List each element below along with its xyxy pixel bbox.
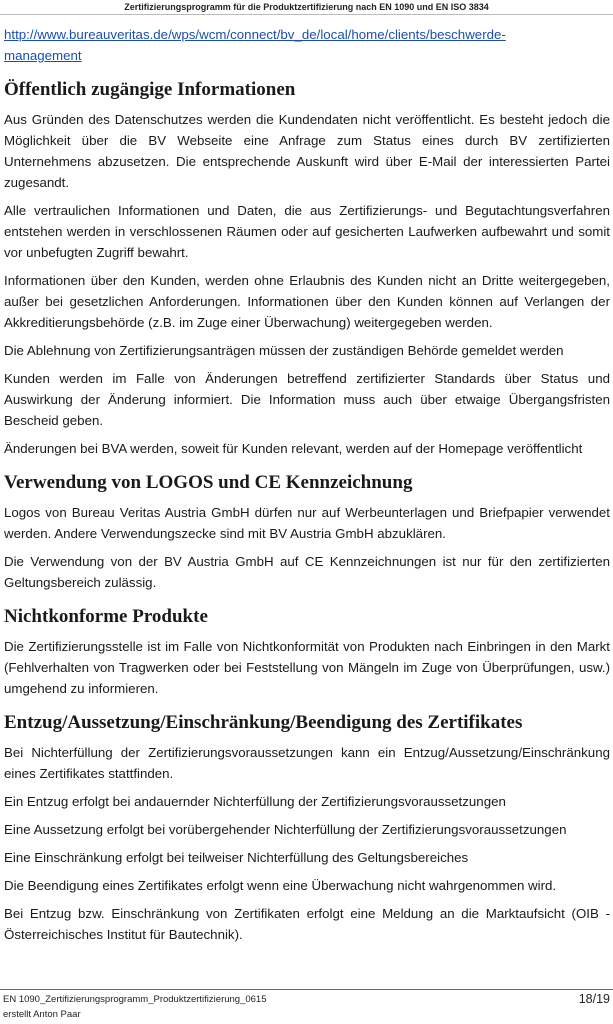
link-line-2[interactable]: management bbox=[4, 48, 82, 63]
paragraph: Die Verwendung von der BV Austria GmbH auf CE Kennzeichnungen ist nur für den zertifizierten Geltungsbereich zulässig. bbox=[4, 554, 610, 590]
paragraph: Die Beendigung eines Zertifikates erfolgt wenn eine Überwachung nicht wahrgenommen wird. bbox=[4, 878, 557, 893]
page-number: 18/19 bbox=[578, 992, 610, 1006]
paragraph: Eine Aussetzung erfolgt bei vorübergehender Nichterfüllung der Zertifizierungsvoraussetzungen bbox=[4, 822, 567, 837]
running-header: Zertifizierungsprogramm für die Produktzertifizierung nach EN 1090 und EN ISO 3834 bbox=[124, 2, 489, 12]
link-line-1[interactable]: http://www.bureauveritas.de/wps/wcm/connect/bv_de/local/home/clients/beschwerde- bbox=[4, 27, 506, 42]
paragraph: Änderungen bei BVA werden, soweit für Kunden relevant, werden auf der Homepage veröffentlicht bbox=[4, 441, 583, 456]
heading-public-info: Öffentlich zugängige Informationen bbox=[4, 79, 296, 100]
paragraph: Die Ablehnung von Zertifizierungsanträgen müssen der zuständigen Behörde gemeldet werden bbox=[4, 343, 564, 358]
heading-certificate-withdrawal: Entzug/Aussetzung/Einschränkung/Beendigung des Zertifikates bbox=[4, 712, 523, 733]
paragraph: Bei Entzug bzw. Einschränkung von Zertifikaten erfolgt eine Meldung an die Marktaufsicht (OIB - Österreichisches Institut für Bautechnik). bbox=[4, 906, 610, 942]
paragraph: Logos von Bureau Veritas Austria GmbH dürfen nur auf Werbeunterlagen und Briefpapier verwendet werden. Andere Verwendungszecke sind mit BV Austria GmbH abzuklären. bbox=[4, 505, 610, 541]
paragraph: Die Zertifizierungsstelle ist im Falle von Nichtkonformität von Produkten nach Einbringen in den Markt (Fehlverhalten von Tragwerken oder bei Feststellung von Mängeln im Zuge von Überprüfungen, usw.) umgehend zu informieren. bbox=[4, 639, 610, 696]
paragraph: Ein Entzug erfolgt bei andauernder Nichterfüllung der Zertifizierungsvoraussetzungen bbox=[4, 794, 506, 809]
paragraph: Bei Nichterfüllung der Zertifizierungsvoraussetzungen kann ein Entzug/Aussetzung/Einschränkung eines Zertifikates stattfinden. bbox=[4, 745, 610, 781]
heading-logos-ce: Verwendung von LOGOS und CE Kennzeichnung bbox=[4, 472, 413, 493]
header-divider bbox=[0, 14, 613, 15]
footer-divider bbox=[0, 989, 613, 990]
paragraph: Eine Einschränkung erfolgt bei teilweiser Nichterfüllung des Geltungsbereiches bbox=[4, 850, 469, 865]
beschwerde-link[interactable] bbox=[4, 27, 506, 63]
page-content bbox=[4, 24, 610, 945]
paragraph: Informationen über den Kunden, werden ohne Erlaubnis des Kunden nicht an Dritte weitergegeben, außer bei gesetzlichen Anforderungen. Informationen über den Kunden können auf Verlangen der Akkreditierungsbehörde (z.B. im Zuge einer Überwachung) weitergegeben werden. bbox=[4, 273, 610, 330]
footer-doc-id: EN 1090_Zertifizierungsprogramm_Produktzertifizierung_0615 bbox=[3, 994, 267, 1005]
footer-author: erstellt Anton Paar bbox=[3, 1009, 81, 1020]
heading-nonconforming-products: Nichtkonforme Produkte bbox=[4, 606, 208, 627]
paragraph: Alle vertraulichen Informationen und Daten, die aus Zertifizierungs- und Begutachtungsverfahren entstehen werden in verschlossenen Räumen oder auf gesicherten Laufwerken aufbewahrt und somit vor unbefugten Zugriff bewahrt. bbox=[4, 203, 610, 260]
paragraph: Aus Gründen des Datenschutzes werden die Kundendaten nicht veröffentlicht. Es besteht jedoch die Möglichkeit über die BV Webseite eine Anfrage zum Status eines durch BV zertifizierten Unternehmens abzusetzen. Die entsprechende Auskunft wird über E-Mail der interessierten Partei zugesandt. bbox=[4, 112, 610, 190]
link-paragraph bbox=[4, 24, 610, 66]
paragraph: Kunden werden im Falle von Änderungen betreffend zertifizierter Standards über Status und Auswirkung der Änderung informiert. Die Information muss auch über etwaige Übergangsfristen Bescheid geben. bbox=[4, 371, 610, 428]
footer-info bbox=[3, 992, 267, 1022]
